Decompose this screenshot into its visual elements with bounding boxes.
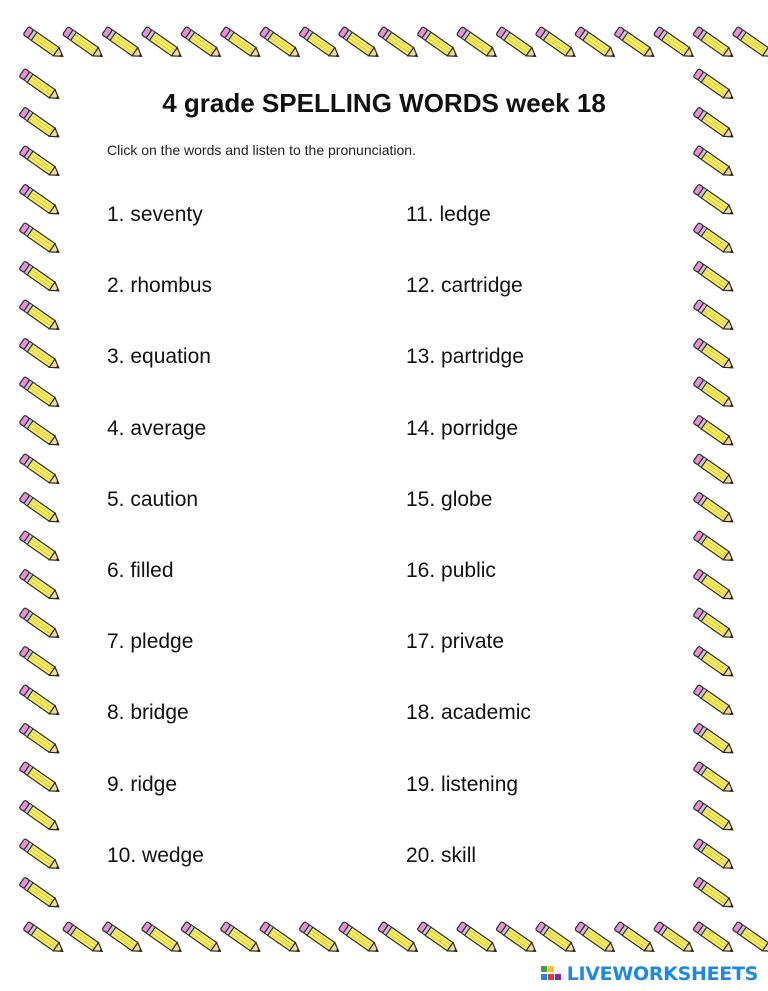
pencil-icon — [102, 26, 145, 61]
pencil-icon — [456, 921, 499, 956]
pencil-icon — [417, 26, 460, 61]
spelling-word[interactable]: 20. skill — [406, 843, 477, 867]
pencil-icon — [19, 607, 62, 642]
pencil-icon — [693, 376, 736, 411]
pencil-icon — [19, 569, 62, 604]
pencil-icon — [693, 184, 736, 219]
pencil-icon — [535, 26, 578, 61]
brand-text: LIVEWORKSHEETS — [566, 963, 758, 985]
pencil-icon — [693, 299, 736, 334]
pencil-icon — [693, 607, 736, 642]
pencil-icon — [693, 415, 736, 450]
pencil-icon — [181, 921, 224, 956]
pencil-icon — [693, 877, 736, 912]
pencil-icon — [693, 492, 736, 527]
pencil-icon — [299, 26, 342, 61]
pencil-icon — [19, 261, 62, 296]
pencil-icon — [693, 569, 736, 604]
pencil-icon — [693, 800, 736, 835]
pencil-icon — [19, 376, 62, 411]
pencil-icon — [693, 261, 736, 296]
pencil-icon — [496, 921, 539, 956]
pencil-icon — [653, 921, 696, 956]
spelling-word[interactable]: 4. average — [107, 416, 207, 440]
pencil-icon — [496, 26, 539, 61]
spelling-word[interactable]: 5. caution — [107, 487, 199, 511]
pencil-icon — [19, 684, 62, 719]
pencil-icon — [693, 145, 736, 180]
spelling-word[interactable]: 6. filled — [107, 559, 174, 582]
pencil-icon — [338, 26, 381, 61]
pencil-icon — [693, 761, 736, 796]
pencil-icon — [693, 646, 736, 681]
pencil-icon — [693, 723, 736, 758]
pencil-icon — [693, 530, 736, 565]
pencil-icon — [19, 761, 62, 796]
pencil-icon — [181, 26, 224, 61]
pencil-icon — [693, 684, 736, 719]
pencil-icon — [62, 921, 105, 956]
pencil-icon — [19, 838, 62, 873]
spelling-word[interactable]: 14. porridge — [406, 416, 519, 440]
spelling-word[interactable]: 10. wedge — [107, 843, 204, 867]
pencil-icon — [693, 26, 736, 61]
instructions-text: Click on the words and listen to the pronunciation. — [107, 142, 416, 158]
pencil-icon — [378, 26, 421, 61]
pencil-icon — [259, 26, 302, 61]
pencil-icon — [141, 921, 184, 956]
spelling-word[interactable]: 15. globe — [406, 487, 493, 511]
spelling-word[interactable]: 18. academic — [406, 701, 531, 725]
pencil-icon — [575, 26, 618, 61]
pencil-icon — [653, 26, 696, 61]
pencil-icon — [23, 26, 66, 61]
pencil-icon — [19, 723, 62, 758]
pencil-icon — [575, 921, 618, 956]
pencil-icon — [338, 921, 381, 956]
pencil-icon — [19, 145, 62, 180]
pencil-icon — [19, 415, 62, 450]
pencil-icon — [141, 26, 184, 61]
page-title: 4 grade SPELLING WORDS week 18 — [162, 88, 606, 118]
spelling-word[interactable]: 11. ledge — [406, 203, 491, 226]
spelling-word[interactable]: 16. public — [406, 559, 496, 582]
pencil-icon — [19, 492, 62, 527]
pencil-icon — [19, 299, 62, 334]
pencil-icon — [259, 921, 302, 956]
pencil-icon — [693, 222, 736, 257]
spelling-word[interactable]: 19. listening — [406, 772, 519, 796]
pencil-icon — [417, 921, 460, 956]
pencil-icon — [693, 338, 736, 373]
pencil-icon — [62, 26, 105, 61]
spelling-word[interactable]: 8. bridge — [107, 701, 189, 725]
spelling-word[interactable]: 17. private — [406, 630, 505, 654]
pencil-icon — [19, 184, 62, 219]
pencil-icon — [732, 26, 768, 61]
pencil-icon — [456, 26, 499, 61]
pencil-icon — [19, 877, 62, 912]
pencil-icon — [693, 921, 736, 956]
pencil-icon — [299, 921, 342, 956]
pencil-icon — [614, 26, 657, 61]
pencil-icon — [220, 921, 263, 956]
spelling-word[interactable]: 2. rhombus — [107, 274, 213, 298]
pencil-icon — [693, 838, 736, 873]
spelling-word[interactable]: 3. equation — [107, 345, 211, 369]
pencil-icon — [732, 921, 768, 956]
spelling-word[interactable]: 7. pledge — [107, 630, 194, 654]
pencil-icon — [19, 530, 62, 565]
liveworksheets-brand — [541, 963, 758, 985]
pencil-icon — [19, 338, 62, 373]
pencil-icon — [220, 26, 263, 61]
liveworksheets-logo-icon — [541, 964, 563, 984]
pencil-icon — [23, 921, 66, 956]
spelling-word[interactable]: 1. seventy — [107, 203, 203, 226]
pencil-icon — [19, 453, 62, 488]
pencil-icon — [19, 646, 62, 681]
pencil-icon — [535, 921, 578, 956]
pencil-icon — [693, 453, 736, 488]
pencil-icon — [19, 222, 62, 257]
spelling-word[interactable]: 9. ridge — [107, 772, 178, 796]
spelling-word[interactable]: 13. partridge — [406, 345, 524, 369]
pencil-icon — [378, 921, 421, 956]
pencil-icon — [614, 921, 657, 956]
pencil-icon — [19, 800, 62, 835]
spelling-word[interactable]: 12. cartridge — [406, 274, 523, 298]
pencil-icon — [102, 921, 145, 956]
